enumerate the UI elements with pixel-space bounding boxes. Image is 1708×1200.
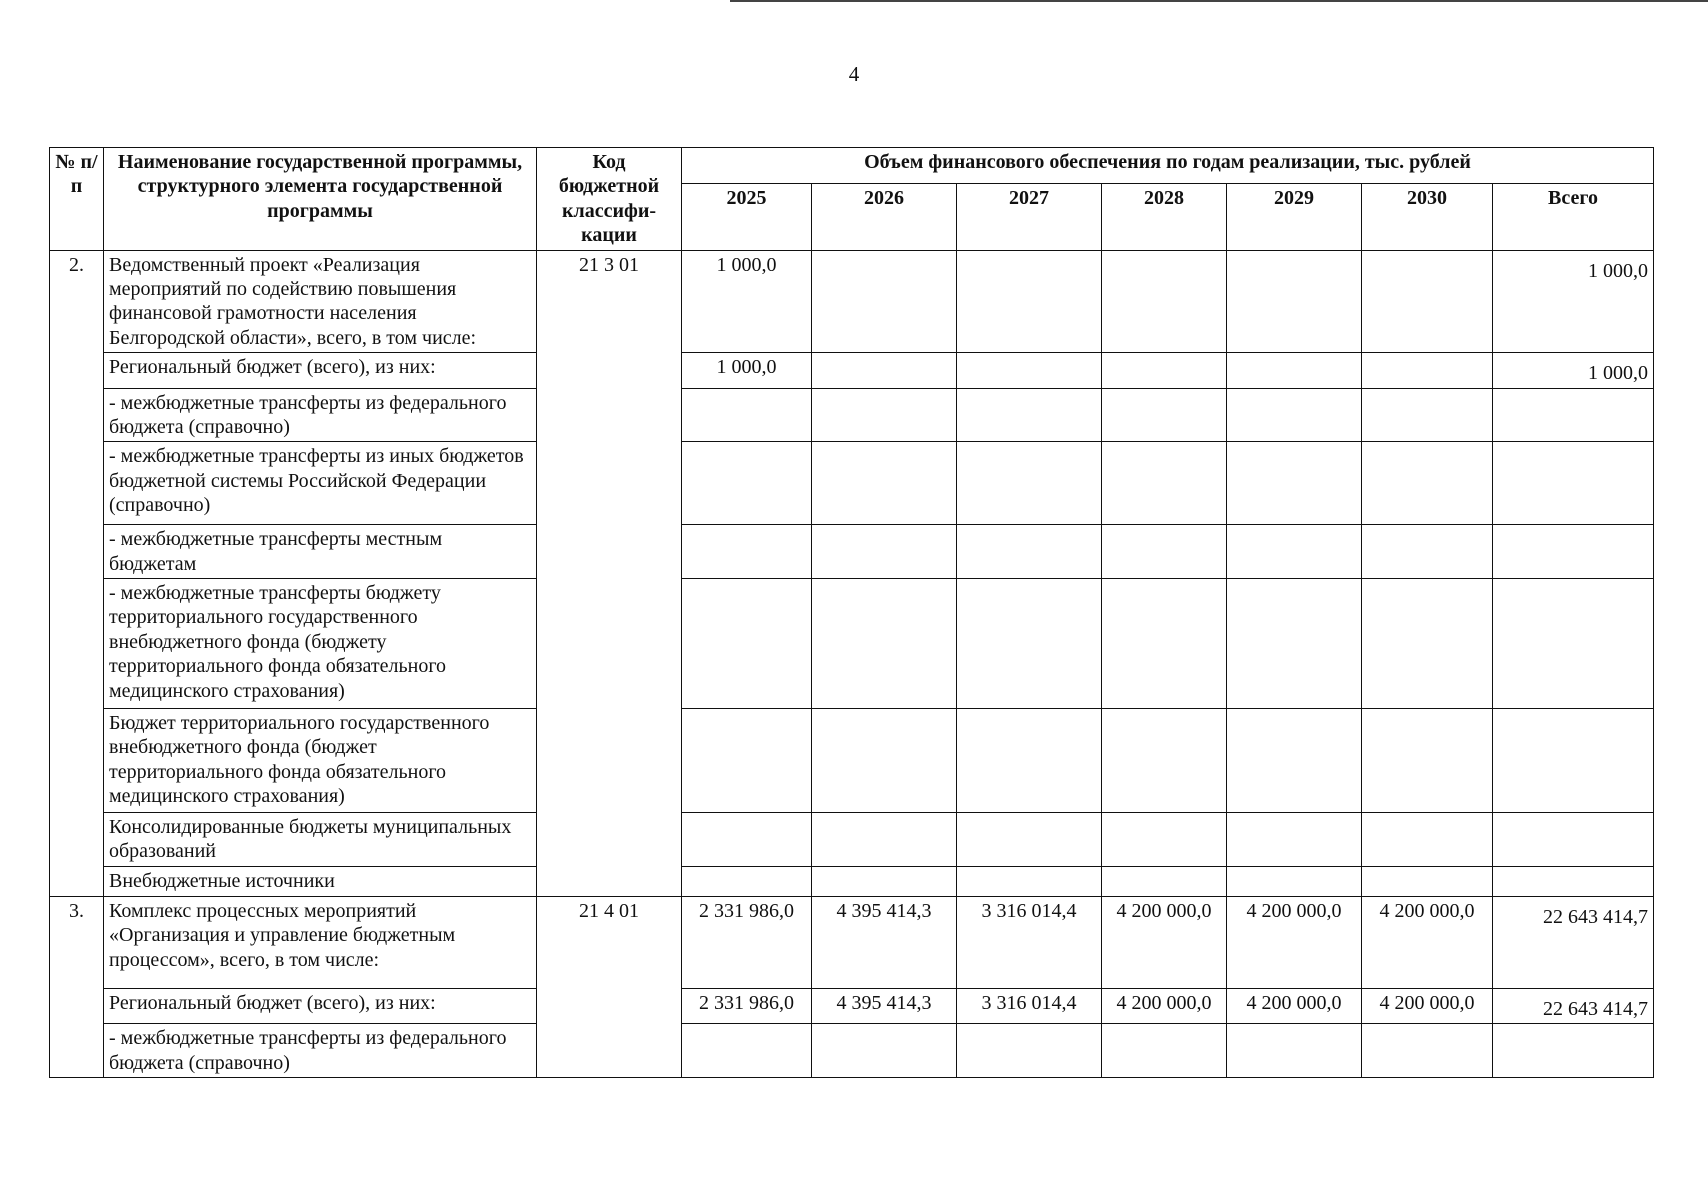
header-year: 2025 — [682, 184, 812, 250]
year-value-cell — [1102, 250, 1227, 353]
row-name: Ведомственный проект «Реализация мероприятий по содействию повышения финансовой грамотности населения Белгородской области», всего, в том числе: — [104, 250, 537, 353]
header-volume: Объем финансового обеспечения по годам реализации, тыс. рублей — [682, 148, 1654, 184]
table-row — [50, 709, 1654, 813]
year-value-cell — [1227, 813, 1362, 867]
header-year: 2028 — [1102, 184, 1227, 250]
year-value-cell — [1227, 388, 1362, 442]
year-value-cell — [1362, 813, 1493, 867]
row-name: Консолидированные бюджеты муниципальных образований — [104, 813, 537, 867]
table-row — [50, 250, 1654, 353]
row-name: - межбюджетные трансферты местным бюджетам — [104, 525, 537, 579]
year-value-cell — [812, 1024, 957, 1078]
table-row — [50, 866, 1654, 896]
year-value-cell: 4 200 000,0 — [1362, 896, 1493, 988]
header-num: № п/п — [50, 148, 104, 251]
financing-table — [49, 147, 1654, 1078]
budget-code: 21 4 01 — [537, 896, 682, 1077]
year-value-cell — [1362, 442, 1493, 525]
total-value-cell — [1493, 813, 1654, 867]
year-value-cell — [1227, 442, 1362, 525]
year-value-cell — [812, 250, 957, 353]
year-value-cell — [682, 866, 812, 896]
header-code: Код бюджетной классифи-кации — [537, 148, 682, 251]
total-value-cell: 22 643 414,7 — [1493, 896, 1654, 988]
year-value-cell — [1102, 525, 1227, 579]
year-value-cell — [682, 388, 812, 442]
table-row — [50, 388, 1654, 442]
row-name: Бюджет территориального государственного внебюджетного фонда (бюджет территориального фонда обязательного медицинского страхования) — [104, 709, 537, 813]
year-value-cell — [957, 388, 1102, 442]
header-year: 2029 — [1227, 184, 1362, 250]
year-value-cell — [1102, 709, 1227, 813]
table-row — [50, 353, 1654, 388]
year-value-cell: 4 395 414,3 — [812, 896, 957, 988]
year-value-cell — [957, 866, 1102, 896]
year-value-cell — [1362, 353, 1493, 388]
year-value-cell — [812, 525, 957, 579]
total-value-cell — [1493, 579, 1654, 709]
year-value-cell — [957, 525, 1102, 579]
header-name: Наименование государственной программы, структурного элемента государственной программы — [104, 148, 537, 251]
total-value-cell: 1 000,0 — [1493, 353, 1654, 388]
row-name: - межбюджетные трансферты из федерального бюджета (справочно) — [104, 1024, 537, 1078]
year-value-cell: 2 331 986,0 — [682, 988, 812, 1023]
header-total: Всего — [1493, 184, 1654, 250]
year-value-cell: 4 200 000,0 — [1227, 896, 1362, 988]
total-value-cell — [1493, 525, 1654, 579]
table-row — [50, 896, 1654, 988]
row-name: Региональный бюджет (всего), из них: — [104, 988, 537, 1023]
year-value-cell: 4 200 000,0 — [1102, 988, 1227, 1023]
year-value-cell — [1227, 525, 1362, 579]
year-value-cell — [682, 579, 812, 709]
row-name: Региональный бюджет (всего), из них: — [104, 353, 537, 388]
year-value-cell: 3 316 014,4 — [957, 988, 1102, 1023]
year-value-cell: 4 395 414,3 — [812, 988, 957, 1023]
year-value-cell — [957, 353, 1102, 388]
year-value-cell — [1227, 353, 1362, 388]
row-name: Внебюджетные источники — [104, 866, 537, 896]
year-value-cell — [1362, 1024, 1493, 1078]
row-number: 3. — [50, 896, 104, 1077]
year-value-cell — [812, 866, 957, 896]
year-value-cell: 1 000,0 — [682, 353, 812, 388]
year-value-cell — [1227, 709, 1362, 813]
year-value-cell — [1362, 525, 1493, 579]
year-value-cell — [682, 813, 812, 867]
year-value-cell — [1362, 579, 1493, 709]
year-value-cell: 4 200 000,0 — [1227, 988, 1362, 1023]
header-year: 2030 — [1362, 184, 1493, 250]
year-value-cell — [682, 709, 812, 813]
year-value-cell — [1362, 709, 1493, 813]
budget-code: 21 3 01 — [537, 250, 682, 896]
year-value-cell — [682, 525, 812, 579]
year-value-cell: 4 200 000,0 — [1102, 896, 1227, 988]
year-value-cell — [812, 353, 957, 388]
year-value-cell — [1102, 813, 1227, 867]
total-value-cell: 22 643 414,7 — [1493, 988, 1654, 1023]
year-value-cell — [957, 442, 1102, 525]
year-value-cell — [1102, 388, 1227, 442]
year-value-cell — [1362, 866, 1493, 896]
table-row — [50, 442, 1654, 525]
header-year: 2027 — [957, 184, 1102, 250]
table-row — [50, 579, 1654, 709]
year-value-cell — [1102, 579, 1227, 709]
year-value-cell: 3 316 014,4 — [957, 896, 1102, 988]
year-value-cell — [1102, 353, 1227, 388]
row-name: - межбюджетные трансферты из иных бюджетов бюджетной системы Российской Федерации (справочно) — [104, 442, 537, 525]
year-value-cell — [1362, 388, 1493, 442]
total-value-cell — [1493, 709, 1654, 813]
year-value-cell — [1227, 579, 1362, 709]
year-value-cell — [957, 813, 1102, 867]
year-value-cell — [682, 442, 812, 525]
year-value-cell — [682, 1024, 812, 1078]
year-value-cell — [812, 388, 957, 442]
year-value-cell — [957, 709, 1102, 813]
header-year: 2026 — [812, 184, 957, 250]
total-value-cell — [1493, 442, 1654, 525]
year-value-cell: 2 331 986,0 — [682, 896, 812, 988]
table-row — [50, 813, 1654, 867]
total-value-cell — [1493, 866, 1654, 896]
page-number: 4 — [848, 62, 860, 86]
year-value-cell — [957, 579, 1102, 709]
total-value-cell — [1493, 1024, 1654, 1078]
table-row — [50, 525, 1654, 579]
year-value-cell — [1102, 1024, 1227, 1078]
row-number: 2. — [50, 250, 104, 896]
top-rule — [730, 0, 1708, 2]
year-value-cell: 4 200 000,0 — [1362, 988, 1493, 1023]
year-value-cell — [812, 709, 957, 813]
year-value-cell — [1102, 442, 1227, 525]
row-name: Комплекс процессных мероприятий «Организация и управление бюджетным процессом», всего, в том числе: — [104, 896, 537, 988]
year-value-cell — [957, 1024, 1102, 1078]
table-row — [50, 1024, 1654, 1078]
year-value-cell — [1362, 250, 1493, 353]
year-value-cell — [812, 442, 957, 525]
total-value-cell: 1 000,0 — [1493, 250, 1654, 353]
table-row — [50, 988, 1654, 1023]
year-value-cell — [1227, 866, 1362, 896]
year-value-cell — [1102, 866, 1227, 896]
row-name: - межбюджетные трансферты из федерального бюджета (справочно) — [104, 388, 537, 442]
year-value-cell: 1 000,0 — [682, 250, 812, 353]
year-value-cell — [812, 813, 957, 867]
year-value-cell — [1227, 1024, 1362, 1078]
total-value-cell — [1493, 388, 1654, 442]
row-name: - межбюджетные трансферты бюджету территориального государственного внебюджетного фонда (бюджету территориального фонда обязательного медицинского страхования) — [104, 579, 537, 709]
year-value-cell — [957, 250, 1102, 353]
year-value-cell — [812, 579, 957, 709]
year-value-cell — [1227, 250, 1362, 353]
